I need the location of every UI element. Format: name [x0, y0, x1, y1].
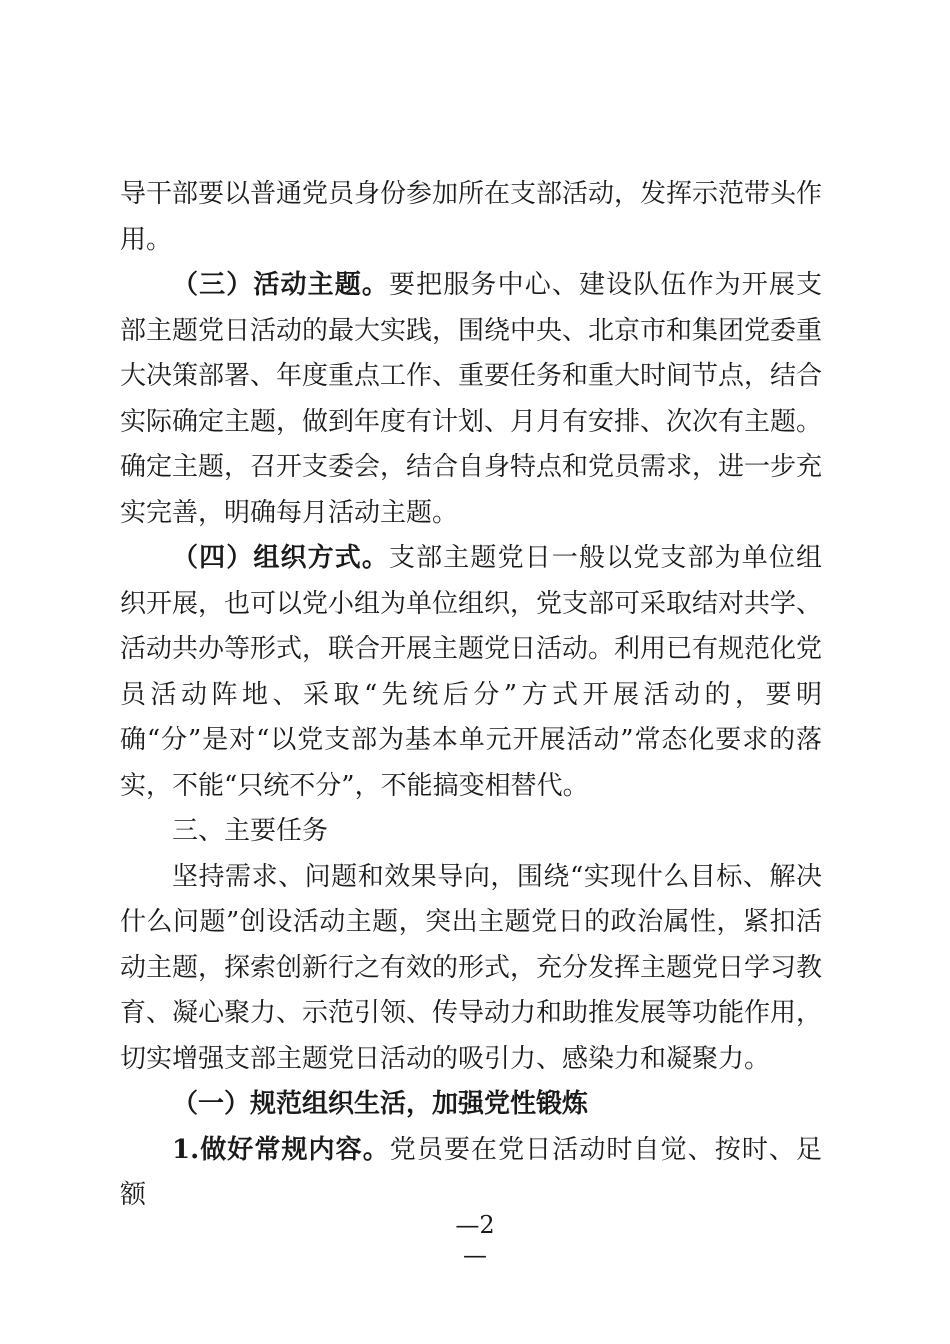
section-heading-main-tasks: [120, 809, 822, 855]
page-number-line: —2: [455, 1211, 495, 1239]
paragraph-text: 党员要在党日活动时自觉、按时、足额: [120, 1134, 822, 1210]
paragraph-main-tasks-intro: [120, 855, 822, 1083]
paragraph-lead-heading: （三）活动主题。: [172, 270, 390, 300]
paragraph-activity-theme: [120, 263, 822, 536]
body-text: [120, 172, 822, 1219]
subsection-heading: [120, 1082, 822, 1128]
subsection-heading-text: （一）规范组织生活，加强党性锻炼: [172, 1089, 589, 1119]
paragraph-text: 要把服务中心、建设队伍作为开展支部主题党日活动的最大实践，围绕中央、北京市和集团党委重大决策部署、年度重点工作、重要任务和重大时间节点，结合实际确定主题，做到年度有计划、月月有安排、次次有主题。确定主题，召开支委会，结合自身特点和党员需求，进一步充实完善，明确每月活动主题。: [120, 270, 823, 528]
paragraph-continuation: [120, 172, 822, 263]
paragraph-text: 导干部要以普通党员身份参加所在支部活动，发挥示范带头作用。: [120, 179, 823, 255]
paragraph-routine-content: [120, 1128, 822, 1219]
paragraph-lead-heading: 1.做好常规内容。: [172, 1134, 390, 1165]
page-number-dash: —: [463, 1241, 487, 1269]
paragraph-organization-method: [120, 536, 822, 809]
section-heading-text: 三、主要任务: [172, 816, 329, 846]
paragraph-text: 支部主题党日一般以党支部为单位组织开展，也可以党小组为单位组织，党支部可采取结对共学、活动共办等形式，联合开展主题党日活动。利用已有规范化党员活动阵地、采取“先统后分”方式开展活动的，要明确“分”是对“以党支部为基本单元开展活动”常态化要求的落实，不能“只统不分”，不能搞变相替代。: [120, 543, 823, 801]
paragraph-text: 坚持需求、问题和效果导向，围绕“实现什么目标、解决什么问题”创设活动主题，突出主题党日的政治属性，紧扣活动主题，探索创新行之有效的形式，充分发挥主题党日学习教育、凝心聚力、示范引领、传导动力和助推发展等功能作用，切实增强支部主题党日活动的吸引力、感染力和凝聚力。: [120, 861, 823, 1074]
page-number: [400, 1210, 550, 1270]
paragraph-lead-heading: （四）组织方式。: [172, 543, 390, 573]
